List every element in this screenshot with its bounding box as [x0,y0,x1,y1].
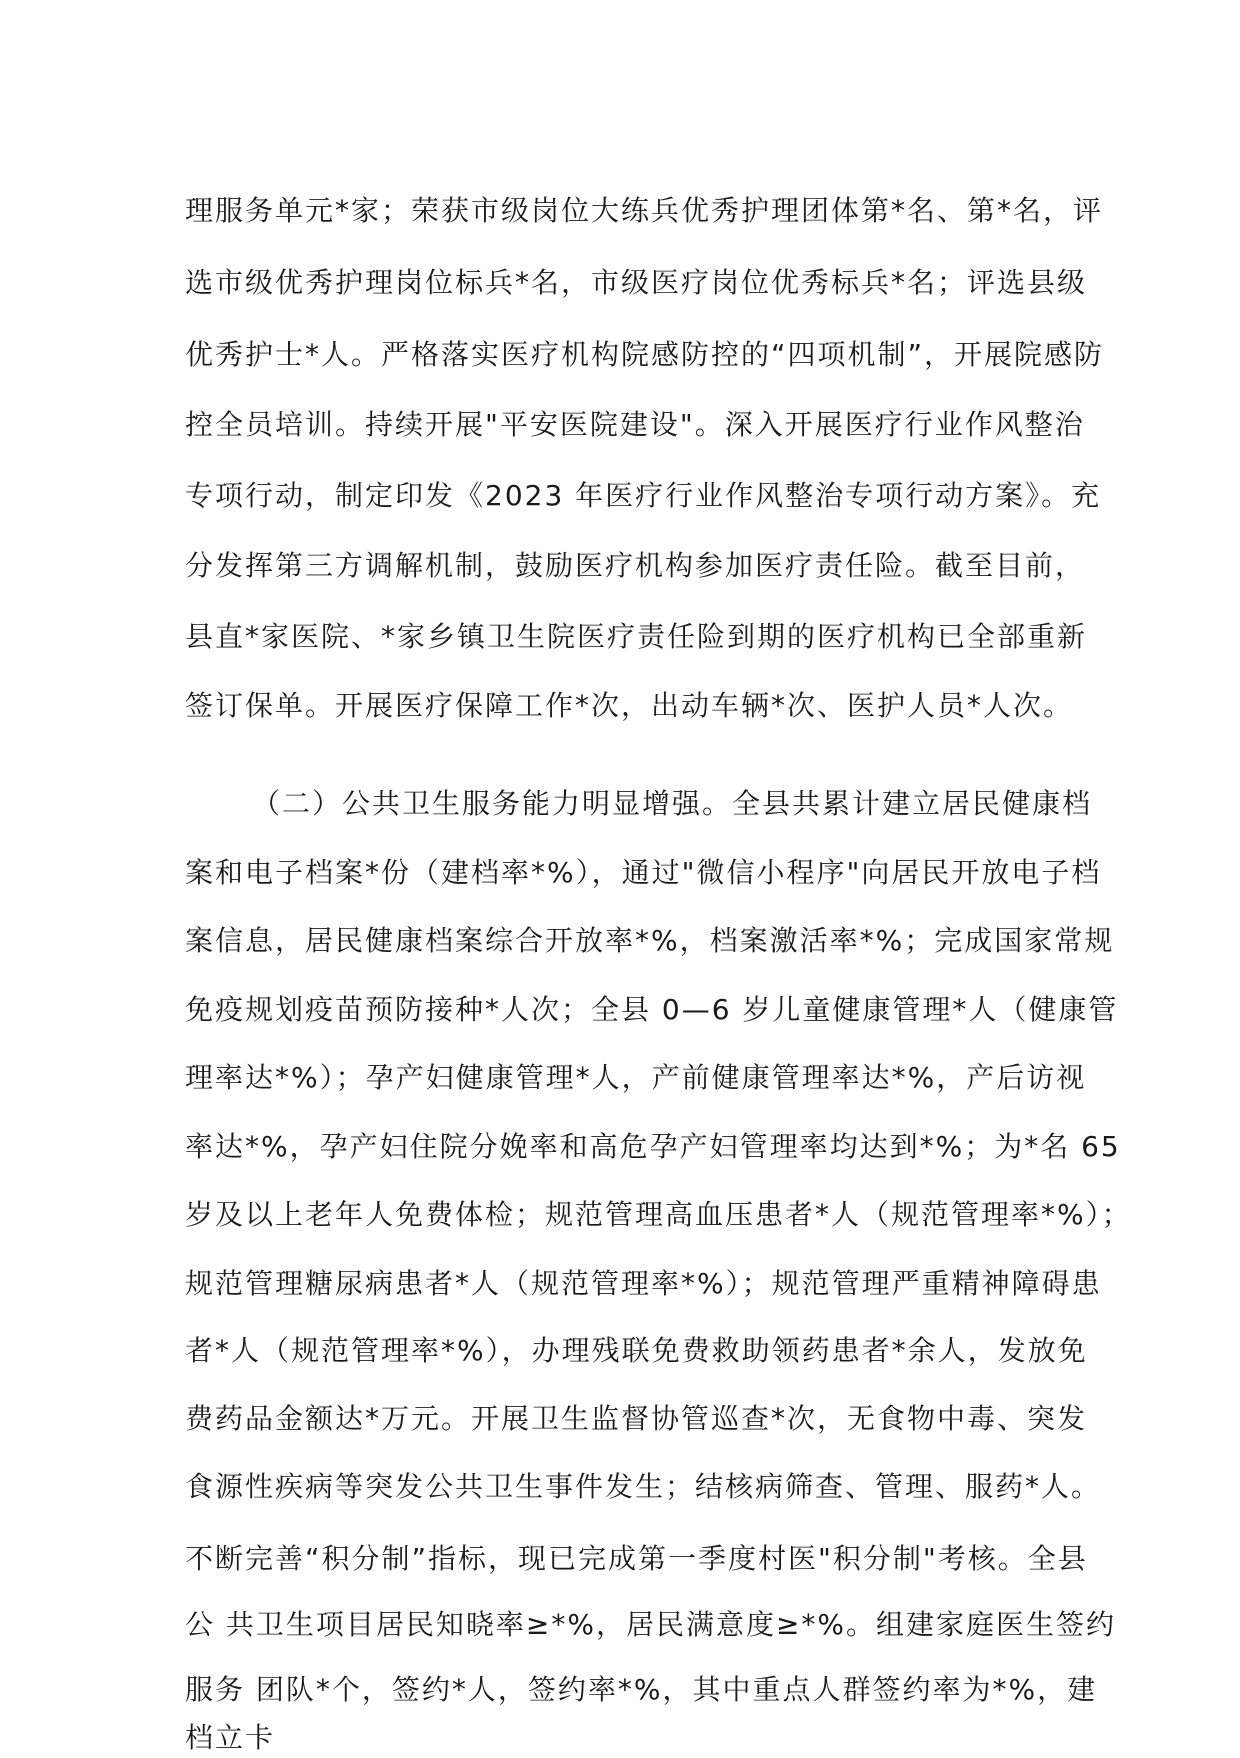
text-line: 控全员培训。持续开展"平安医院建设"。深入开展医疗行业作风整治 [185,408,1085,441]
text-line: 理服务单元*家；荣获市级岗位大练兵优秀护理团体第*名、第*名，评 [185,194,1104,227]
text-line: 公 共卫生项目居民知晓率≥*%，居民满意度≥*%。组建家庭医生签约 [185,1608,1117,1641]
text-line: 优秀护士*人。严格落实医疗机构院感防控的“四项机制”，开展院感防 [185,338,1105,371]
text-line: 岁及以上老年人免费体检；规范管理高血压患者*人（规范管理率*%）； [185,1198,1132,1231]
text-line: 率达*%，孕产妇住院分娩率和高危孕产妇管理率均达到*%；为*名 65 [185,1130,1121,1163]
text-line: 理率达*%）；孕产妇健康管理*人，产前健康管理率达*%，产后访视 [185,1061,1087,1094]
text-line: 档立卡 [185,1721,276,1754]
text-line: 者*人（规范管理率*%），办理残联免费救助领药患者*余人，发放免 [185,1334,1088,1367]
text-line: 免疫规划疫苗预防接种*人次；全县 0—6 岁儿童健康管理*人（健康管 [185,993,1119,1026]
text-line: 专项行动，制定印发《2023 年医疗行业作风整治专项行动方案》。充 [185,479,1102,512]
text-line: 案信息，居民健康档案综合开放率*%，档案激活率*%；完成国家常规 [185,924,1115,957]
text-line: 案和电子档案*份（建档率*%），通过"微信小程序"向居民开放电子档 [185,856,1102,889]
text-line: （二）公共卫生服务能力明显增强。全县共累计建立居民健康档 [252,787,1093,820]
text-line: 食源性疾病等突发公共卫生事件发生；结核病筛查、管理、服药*人。 [185,1470,1102,1503]
text-line: 服务 团队*个，签约*人，签约率*%，其中重点人群签约率为*%，建 [185,1673,1098,1706]
text-line: 费药品金额达*万元。开展卫生监督协管巡查*次，无食物中毒、突发 [185,1402,1088,1435]
text-line: 不断完善“积分制”指标，现已完成第一季度村医"积分制"考核。全县 [185,1542,1088,1575]
text-line: 县直*家医院、*家乡镇卫生院医疗责任险到期的医疗机构已全部重新 [185,620,1088,653]
text-line: 签订保单。开展医疗保障工作*次，出动车辆*次、医护人员*人次。 [185,689,1074,722]
text-line: 选市级优秀护理岗位标兵*名，市级医疗岗位优秀标兵*名；评选县级 [185,266,1088,299]
text-line: 分发挥第三方调解机制，鼓励医疗机构参加医疗责任险。截至目前， [185,549,1086,582]
text-line: 规范管理糖尿病患者*人（规范管理率*%）；规范管理严重精神障碍患 [185,1267,1102,1300]
